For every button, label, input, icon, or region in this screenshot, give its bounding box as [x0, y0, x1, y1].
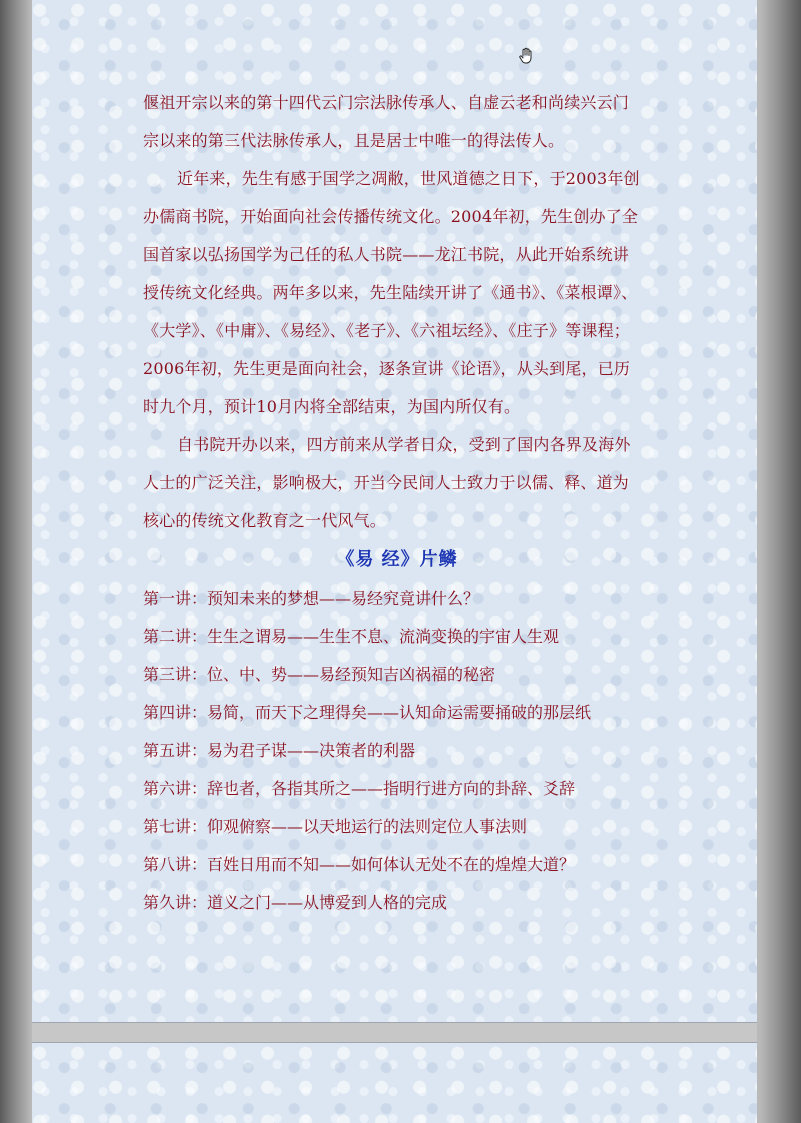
- next-document-page: [32, 1042, 757, 1123]
- lecture-item: 第三讲：位、中、势——易经预知吉凶祸福的秘密: [143, 665, 496, 684]
- lecture-item: 第久讲：道义之门——从博爱到人格的完成: [143, 893, 448, 912]
- paragraph-line: 国首家以弘扬国学为己任的私人书院——龙江书院，从此开始系统讲: [143, 245, 630, 264]
- document-content: [143, 84, 651, 922]
- lecture-item: 第四讲：易简，而天下之理得矣——认知命运需要捅破的那层纸: [143, 703, 592, 722]
- hand-cursor-icon: [517, 47, 535, 65]
- page-gap: [32, 1023, 757, 1042]
- lecture-item: 第二讲：生生之谓易——生生不息、流淌变换的宇宙人生观: [143, 627, 560, 646]
- lecture-item: 第一讲：预知未来的梦想——易经究竟讲什么？: [143, 589, 480, 608]
- paragraph-line: 授传统文化经典。两年多以来，先生陆续开讲了《通书》、《菜根谭》、: [143, 283, 638, 302]
- paragraph-line: 近年来，先生有感于国学之凋敝，世风道德之日下，于2003年创: [177, 169, 640, 188]
- lecture-item: 第七讲：仰观俯察——以天地运行的法则定位人事法则: [143, 817, 528, 836]
- paragraph-line: 《大学》、《中庸》、《易经》、《老子》、《六祖坛经》、《庄子》等课程；: [143, 321, 631, 340]
- lecture-item: 第八讲：百姓日用而不知——如何体认无处不在的煌煌大道？: [143, 855, 576, 874]
- lecture-item: 第五讲：易为君子谋——决策者的利器: [143, 741, 416, 760]
- paragraph-line: 时九个月，预计10月内将全部结束，为国内所仅有。: [143, 397, 521, 416]
- paragraph-line: 偃祖开宗以来的第十四代云门宗法脉传承人、自虚云老和尚续兴云门: [143, 93, 630, 112]
- paragraph-line: 人士的广泛关注，影响极大，开当今民间人士致力于以儒、释、道为: [143, 473, 630, 492]
- paragraph-line: 2006年初，先生更是面向社会，逐条宣讲《论语》，从头到尾，已历: [143, 359, 631, 378]
- paragraph-line: 办儒商书院，开始面向社会传播传统文化。2004年初，先生创办了全: [143, 207, 639, 226]
- paragraph-line: 核心的传统文化教育之一代风气。: [143, 511, 387, 530]
- section-title: 《易 经》片鳞: [336, 549, 458, 570]
- lecture-item: 第六讲：辞也者，各指其所之——指明行进方向的卦辞、爻辞: [143, 779, 576, 798]
- paragraph-line: 自书院开办以来，四方前来从学者日众，受到了国内各界及海外: [177, 435, 631, 454]
- paragraph-line: 宗以来的第三代法脉传承人，且是居士中唯一的得法传人。: [143, 131, 565, 150]
